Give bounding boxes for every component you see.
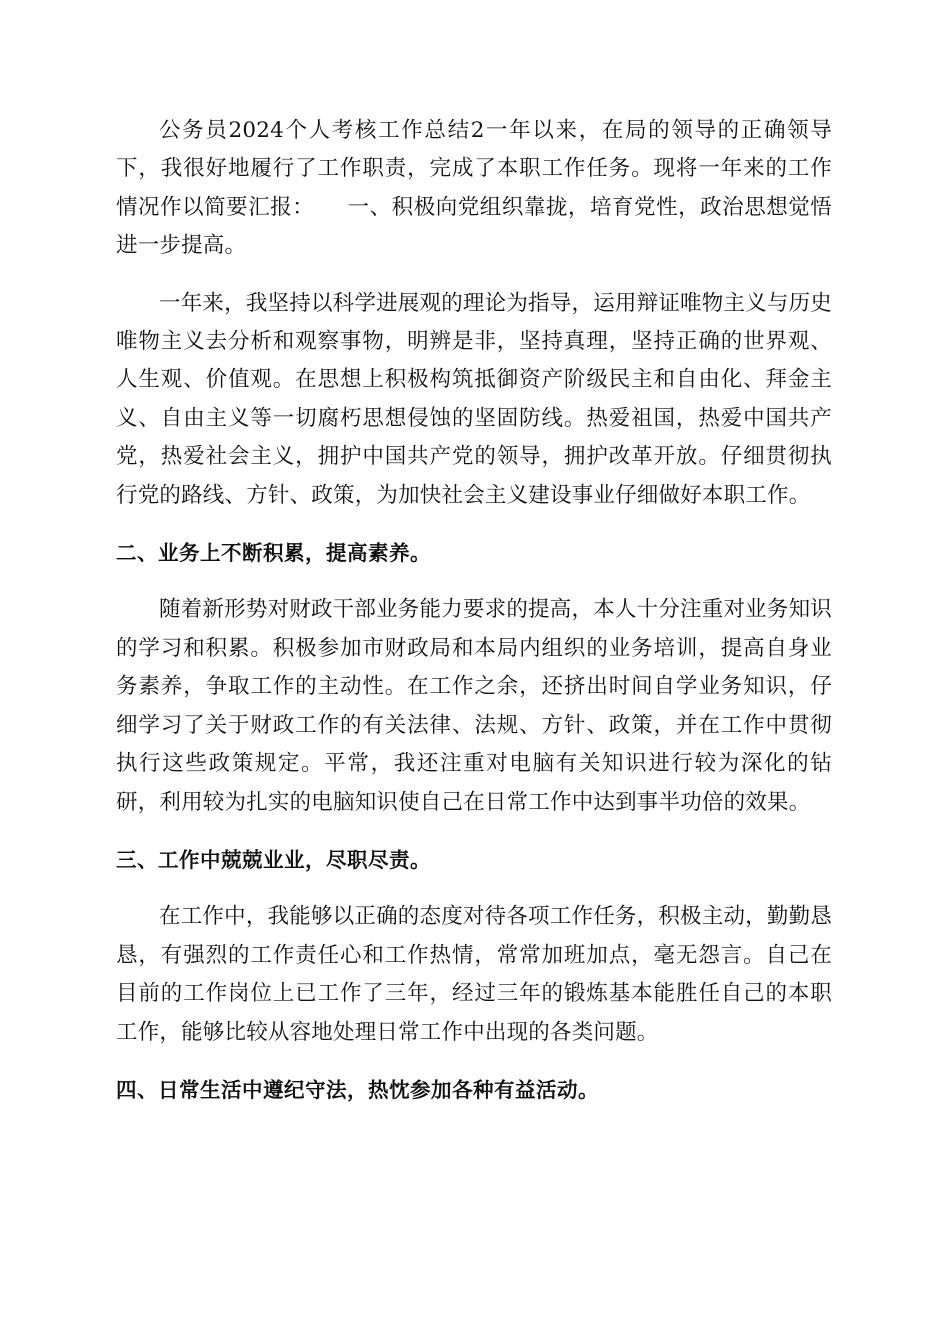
section-heading-3: 三、工作中兢兢业业，尽职尽责。 [116,847,431,872]
section-heading-2: 二、业务上不断积累，提高素养。 [116,541,431,566]
paragraph-political-thought: 一年来，我坚持以科学进展观的理论为指导，运用辩证唯物主义与历史唯物主义去分析和观察事物，明辨是非，坚持真理，坚持正确的世界观、人生观、价值观。在思想上积极构筑抵御资产阶级民主和自由化、拜金主义、自由主义等一切腐朽思想侵蚀的坚固防线。热爱祖国，热爱中国共产党，热爱社会主义，拥护中国共产党的领导，拥护改革开放。仔细贯彻执行党的路线、方针、政策，为加快社会主义建设事业仔细做好本职工作。 [116,290,832,508]
paragraph-work-attitude: 在工作中，我能够以正确的态度对待各项工作任务，积极主动，勤勤恳恳，有强烈的工作责任心和工作热情，常常加班加点，毫无怨言。自己在目前的工作岗位上已工作了三年，经过三年的锻炼基本能胜任自己的本职工作，能够比较从容地处理日常工作中出现的各类问题。 [116,904,832,1045]
document-body [116,112,832,1128]
paragraph-intro: 公务员2024个人考核工作总结2一年以来，在局的领导的正确领导下，我很好地履行了工作职责，完成了本职工作任务。现将一年来的工作情况作以简要汇报： 一、积极向党组织靠拢，培育党性，政治思想觉悟进一步提高。 [116,118,832,259]
paragraph-business-study: 随着新形势对财政干部业务能力要求的提高，本人十分注重对业务知识的学习和积累。积极参加市财政局和本局内组织的业务培训，提高自身业务素养，争取工作的主动性。在工作之余，还挤出时间自学业务知识，仔细学习了关于财政工作的有关法律、法规、方针、政策，并在工作中贯彻执行这些政策规定。平常，我还注重对电脑有关知识进行较为深化的钻研，利用较为扎实的电脑知识使自己在日常工作中达到事半功倍的效果。 [116,597,832,815]
section-heading-4: 四、日常生活中遵纪守法，热忱参加各种有益活动。 [116,1077,599,1102]
